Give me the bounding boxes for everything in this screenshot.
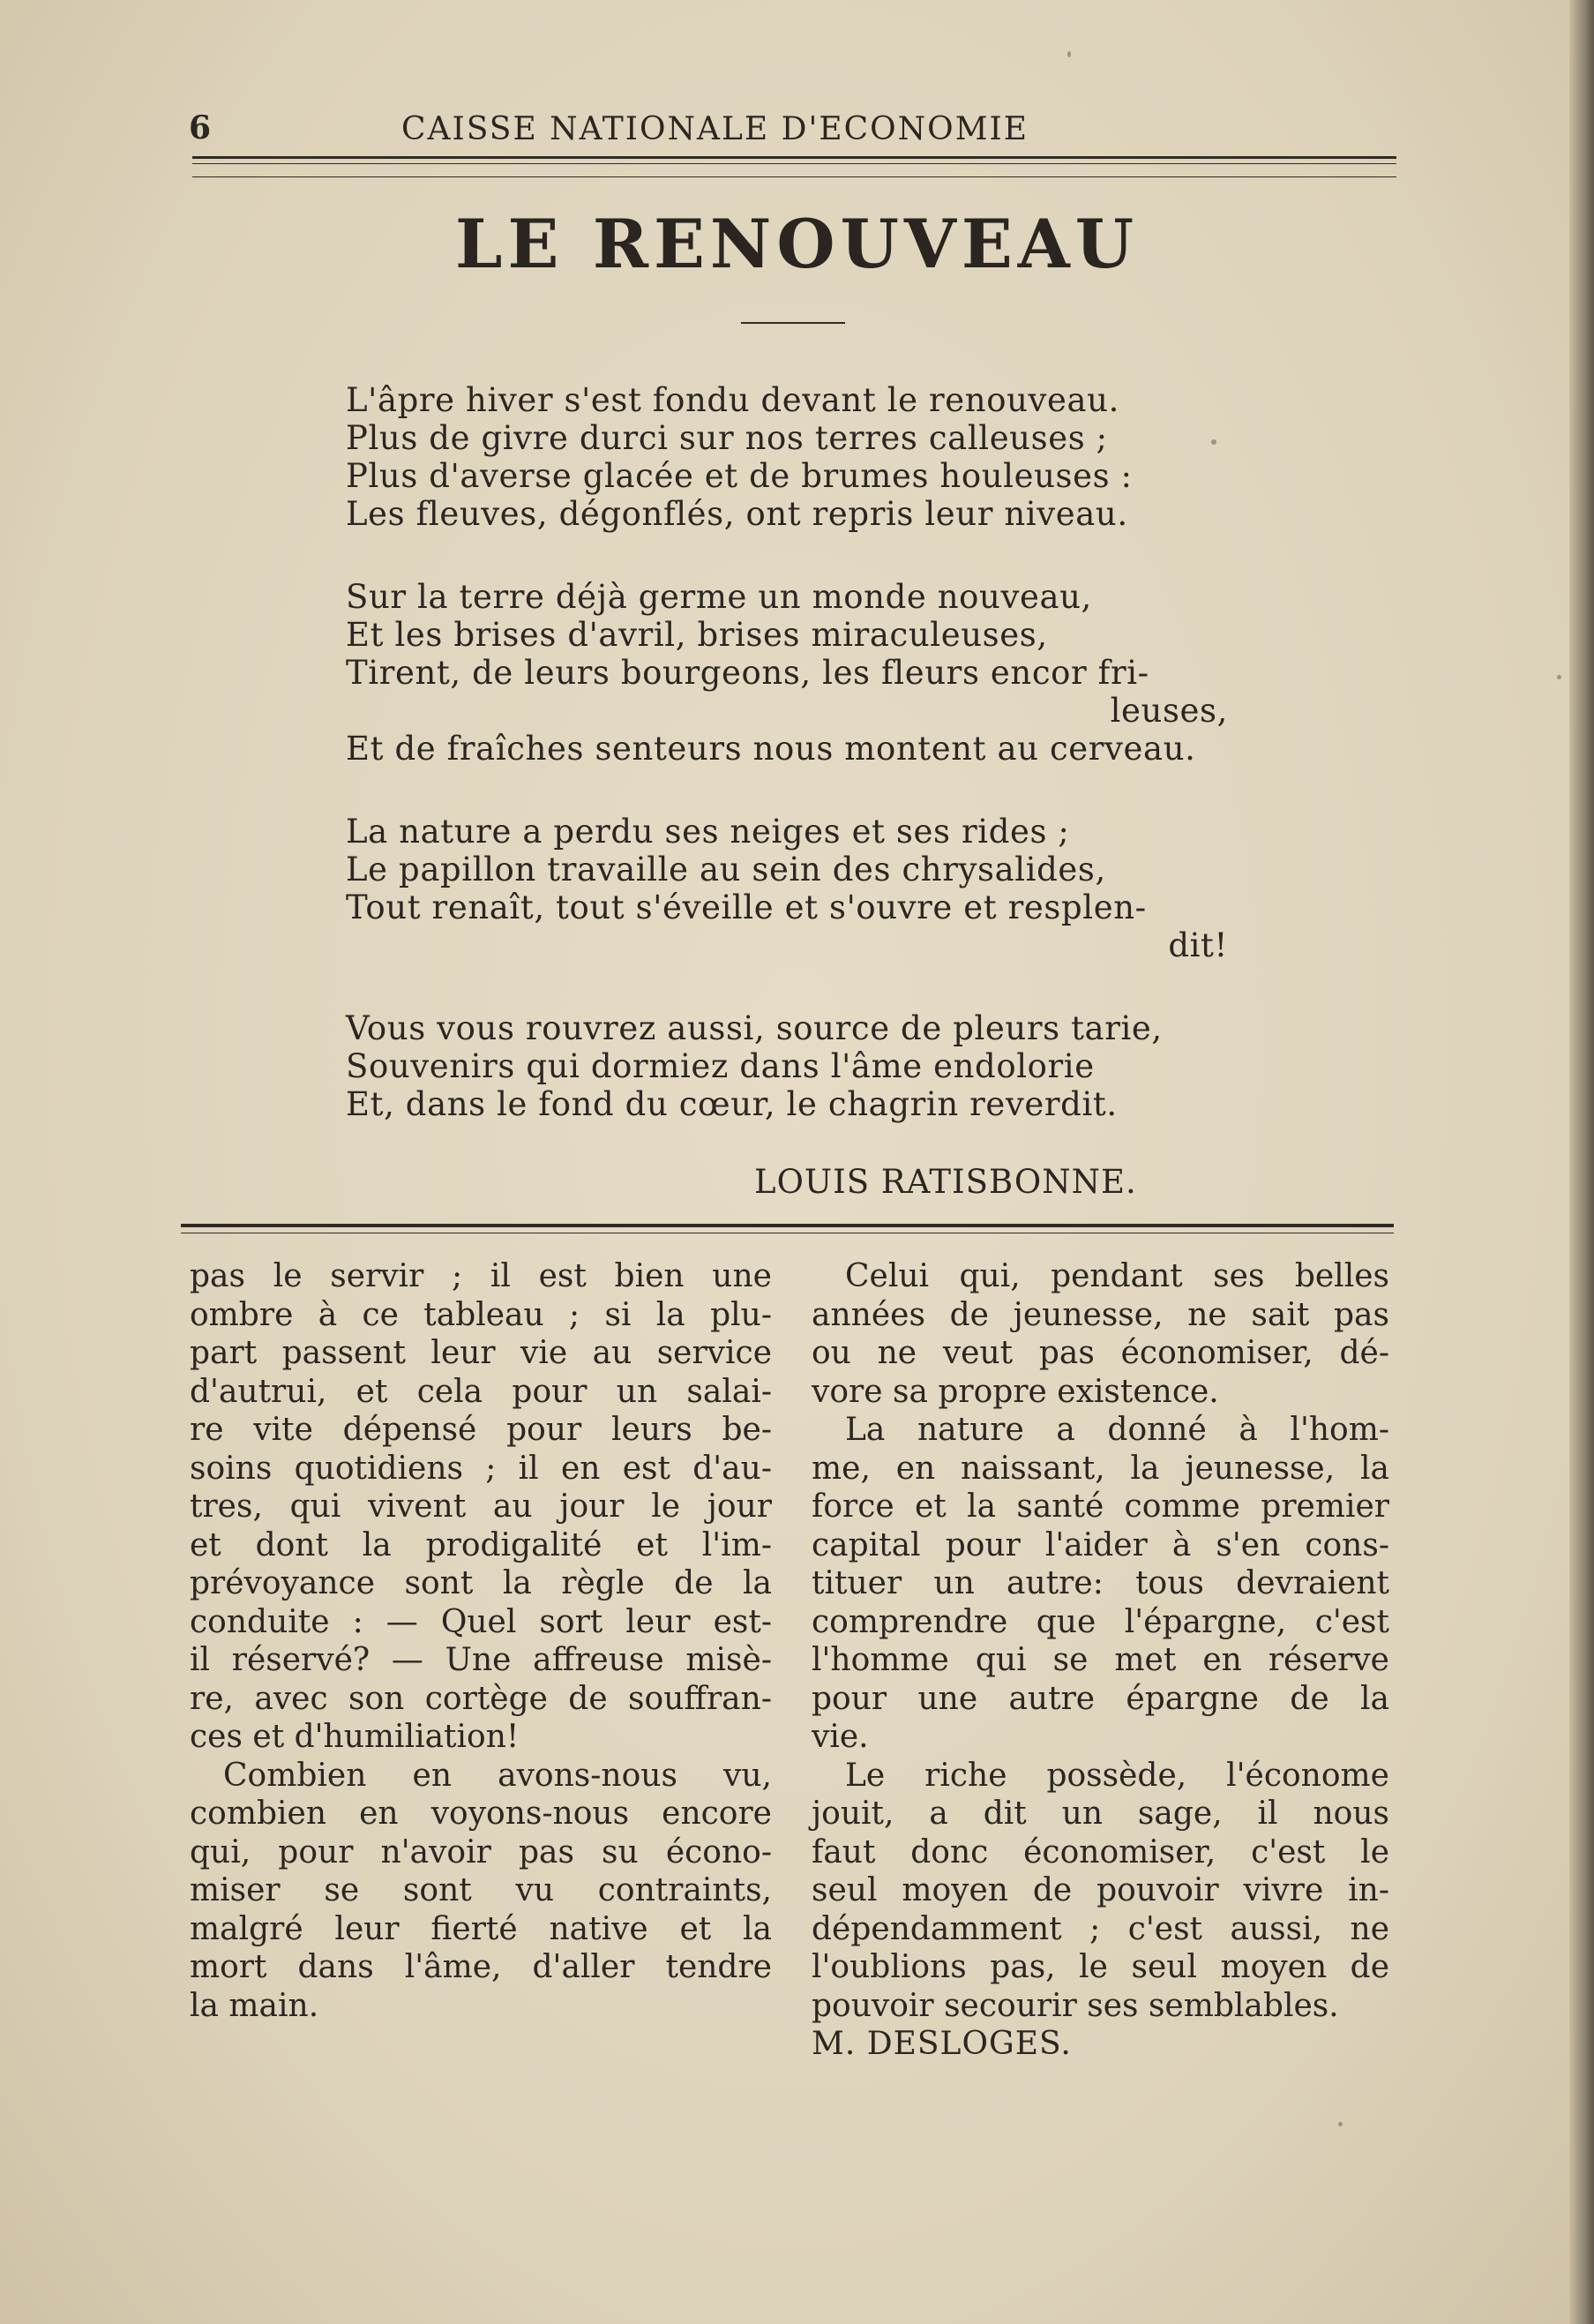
paragraph <box>812 1411 1389 1757</box>
text-line: prévoyance sont la règle de la <box>190 1565 772 1601</box>
text-line: force et la santé comme premier <box>812 1488 1389 1525</box>
stanza-4 <box>346 1009 1246 1123</box>
header-rule-lower <box>192 176 1396 177</box>
paragraph <box>190 1757 772 2026</box>
stanza-1 <box>346 381 1246 533</box>
paragraph <box>190 1257 772 1757</box>
poem-line: Le papillon travaille au sein des chrysalides, <box>346 851 1106 888</box>
text-line: il réservé? — Une affreuse misè- <box>190 1642 772 1678</box>
text-line: combien en voyons-nous encore <box>190 1795 772 1832</box>
ink-speck <box>1557 675 1561 679</box>
poem-line: Vous vous rouvrez aussi, source de pleurs tarie, <box>346 1009 1163 1047</box>
text-line: vie. <box>812 1719 869 1755</box>
text-line: ou ne veut pas économiser, dé- <box>812 1335 1389 1371</box>
poem-line: Plus d'averse glacée et de brumes houleuses : <box>346 457 1133 495</box>
text-line: dépendamment ; c'est aussi, ne <box>812 1910 1389 1947</box>
page-number: 6 <box>189 109 212 146</box>
paragraph <box>812 2025 1389 2064</box>
text-line: conduite : — Quel sort leur est- <box>190 1603 772 1640</box>
poem-line: L'âpre hiver s'est fondu devant le renouveau. <box>346 381 1119 419</box>
text-line: soins quotidiens ; il en est d'au- <box>190 1450 772 1487</box>
text-line: l'oublions pas, le seul moyen de <box>812 1949 1389 1985</box>
paragraph <box>812 1757 1389 2026</box>
poem-line: Plus de givre durci sur nos terres calleuses ; <box>346 419 1108 457</box>
title-rule <box>741 322 845 324</box>
text-line: et dont la prodigalité et l'im- <box>190 1526 772 1563</box>
poem-title: LE RENOUVEAU <box>455 205 1139 283</box>
text-line: tres, qui vivent au jour le jour <box>190 1488 772 1525</box>
poem-line: La nature a perdu ses neiges et ses rides ; <box>346 813 1070 851</box>
text-line: l'homme qui se met en réserve <box>812 1642 1389 1678</box>
poem-line: Sur la terre déjà germe un monde nouveau, <box>346 578 1092 616</box>
article-author: M. DESLOGES. <box>812 2026 1072 2062</box>
text-line: me, en naissant, la jeunesse, la <box>812 1450 1389 1487</box>
text-line: part passent leur vie au service <box>190 1335 772 1371</box>
header-rule <box>192 156 1396 159</box>
text-line: vore sa propre existence. <box>812 1373 1219 1410</box>
text-line: miser se sont vu contraints, <box>190 1872 772 1908</box>
poem <box>346 381 1246 1168</box>
text-line: seul moyen de pouvoir vivre in- <box>812 1872 1389 1908</box>
text-line: capital pour l'aider à s'en cons- <box>812 1526 1389 1563</box>
text-line: re, avec son cortège de souffran- <box>190 1680 772 1717</box>
text-line: Combien en avons-nous vu, <box>223 1757 772 1794</box>
right-column <box>812 1257 1389 2064</box>
text-line: La nature a donné à l'hom- <box>845 1412 1389 1448</box>
poem-line: Souvenirs qui dormiez dans l'âme endolorie <box>346 1047 1095 1085</box>
poem-line: Tout renaît, tout s'éveille et s'ouvre et resplen- <box>346 888 1147 926</box>
binding-edge <box>1569 0 1594 2324</box>
section-rule <box>181 1224 1394 1227</box>
text-line: la main. <box>190 1987 319 2024</box>
text-line: d'autrui, et cela pour un salai- <box>190 1373 772 1410</box>
running-head: CAISSE NATIONALE D'ECONOMIE <box>401 111 1029 147</box>
text-line: ces et d'humiliation! <box>190 1719 520 1755</box>
text-line: mort dans l'âme, d'aller tendre <box>190 1949 772 1985</box>
text-line: ombre à ce tableau ; si la plu- <box>190 1296 772 1333</box>
page-header <box>185 104 1394 157</box>
poem-line: Et les brises d'avril, brises miraculeuses, <box>346 616 1048 654</box>
text-line: Le riche possède, l'économe <box>845 1757 1389 1794</box>
left-column <box>190 1257 772 2025</box>
ink-speck <box>1211 439 1216 445</box>
text-line: re vite dépensé pour leurs be- <box>190 1412 772 1448</box>
header-rule-thin <box>192 163 1396 164</box>
text-line: comprendre que l'épargne, c'est <box>812 1603 1389 1640</box>
poem-line: Et, dans le fond du cœur, le chagrin reverdit. <box>346 1085 1118 1123</box>
text-line: années de jeunesse, ne sait pas <box>812 1296 1389 1333</box>
poem-line-continuation: dit! <box>1168 926 1228 964</box>
poem-author: LOUIS RATISBONNE. <box>754 1163 1137 1201</box>
text-line: malgré leur fierté native et la <box>190 1910 772 1947</box>
text-line: faut donc économiser, c'est le <box>812 1833 1389 1870</box>
poem-line: Et de fraîches senteurs nous montent au cerveau. <box>346 730 1196 768</box>
poem-line: Les fleuves, dégonflés, ont repris leur niveau. <box>346 495 1128 533</box>
text-line: pour une autre épargne de la <box>812 1680 1389 1717</box>
poem-line: Tirent, de leurs bourgeons, les fleurs encor fri- <box>346 654 1149 692</box>
text-line: tituer un autre: tous devraient <box>812 1565 1389 1601</box>
ink-speck <box>1338 2122 1343 2126</box>
text-line: pas le servir ; il est bien une <box>190 1258 772 1294</box>
ink-speck <box>1067 51 1071 57</box>
text-line: Celui qui, pendant ses belles <box>845 1258 1389 1294</box>
stanza-2 <box>346 578 1246 768</box>
paragraph <box>812 1257 1389 1411</box>
poem-line-continuation: leuses, <box>1110 692 1228 730</box>
text-line: qui, pour n'avoir pas su écono- <box>190 1833 772 1870</box>
stanza-3 <box>346 813 1246 964</box>
text-line: pouvoir secourir ses semblables. <box>812 1987 1339 2024</box>
text-line: jouit, a dit un sage, il nous <box>812 1795 1389 1832</box>
